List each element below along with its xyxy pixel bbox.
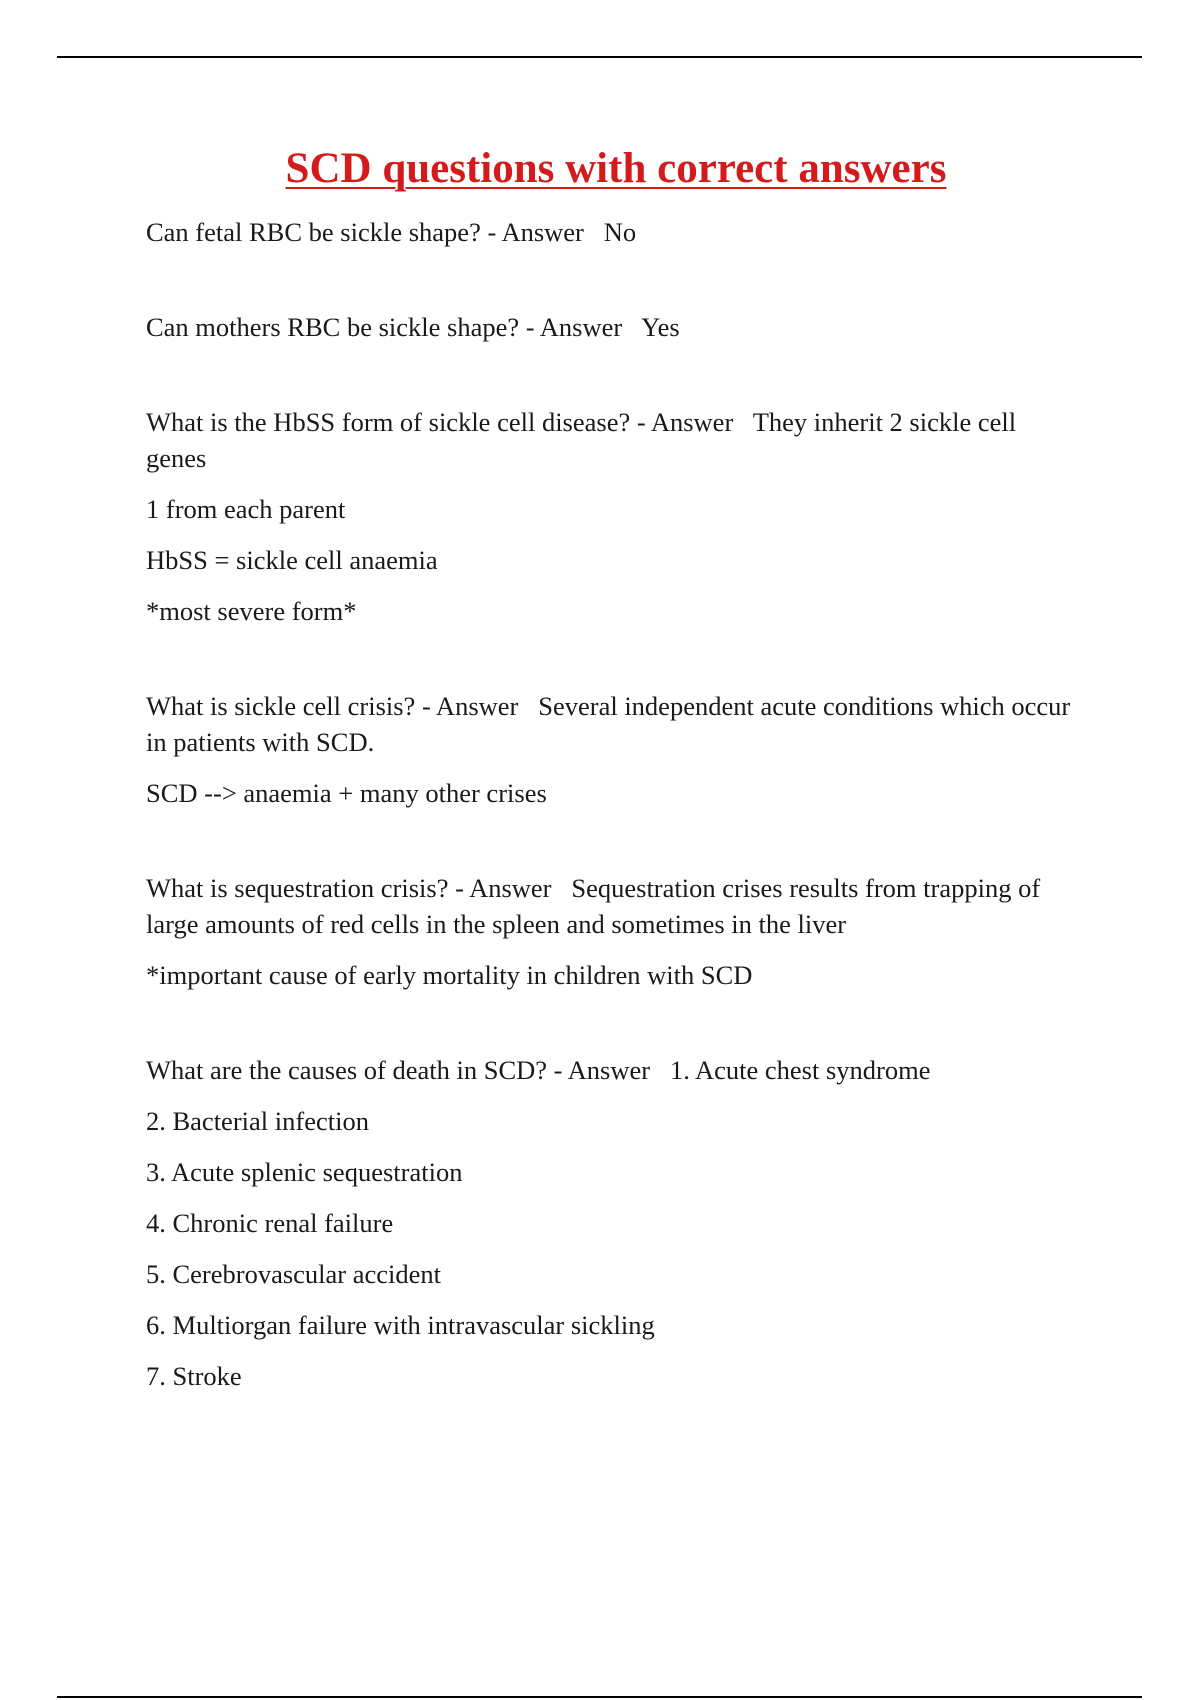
answer-line: HbSS = sickle cell anaemia: [146, 545, 438, 575]
answer-line: 7. Stroke: [146, 1361, 242, 1391]
answer-line: 6. Multiorgan failure with intravascular sickling: [146, 1310, 655, 1340]
qa-first-line: [146, 309, 1078, 345]
question-text: What is sickle cell crisis? - Answer: [146, 691, 519, 721]
answer-line: *most severe form*: [146, 596, 357, 626]
qa-first-line: [146, 1052, 1078, 1088]
qa-first-line: [146, 870, 1078, 942]
question-text: Can fetal RBC be sickle shape? - Answer: [146, 217, 584, 247]
qa-first-line: [146, 688, 1078, 760]
document-title: SCD questions with correct answers: [285, 145, 947, 192]
question-text: What is the HbSS form of sickle cell disease? - Answer: [146, 407, 734, 437]
answer-text: Yes: [641, 312, 680, 342]
answer-line: *important cause of early mortality in children with SCD: [146, 960, 753, 990]
answer-line: 1 from each parent: [146, 494, 346, 524]
answer-line: 3. Acute splenic sequestration: [146, 1157, 463, 1187]
answer-line: 2. Bacterial infection: [146, 1106, 369, 1136]
bottom-rule: [57, 1696, 1142, 1698]
answer-line: SCD --> anaemia + many other crises: [146, 778, 547, 808]
qa-item: [146, 214, 1078, 250]
qa-item: [146, 309, 1078, 345]
qa-item: [146, 688, 1078, 811]
qa-first-line: [146, 214, 1078, 250]
answer-text: No: [603, 217, 637, 247]
qa-item: [146, 870, 1078, 993]
qa-first-line: [146, 404, 1078, 476]
answer-text: Several independent acute conditions which occur in patients with SCD.: [146, 691, 1071, 757]
answer-text: 1. Acute chest syndrome: [669, 1055, 931, 1085]
question-text: What are the causes of death in SCD? - Answer: [146, 1055, 651, 1085]
question-text: What is sequestration crisis? - Answer: [146, 873, 552, 903]
answer-line: 4. Chronic renal failure: [146, 1208, 394, 1238]
qa-list: [146, 214, 1078, 1453]
question-text: Can mothers RBC be sickle shape? - Answer: [146, 312, 623, 342]
answer-text: They inherit 2 sickle cell genes: [146, 407, 1017, 473]
answer-text: Sequestration crises results from trapping of large amounts of red cells in the spleen and sometimes in the liver: [146, 873, 1041, 939]
qa-item: [146, 404, 1078, 629]
answer-line: 5. Cerebrovascular accident: [146, 1259, 442, 1289]
qa-item: [146, 1052, 1078, 1394]
top-rule: [57, 56, 1142, 58]
